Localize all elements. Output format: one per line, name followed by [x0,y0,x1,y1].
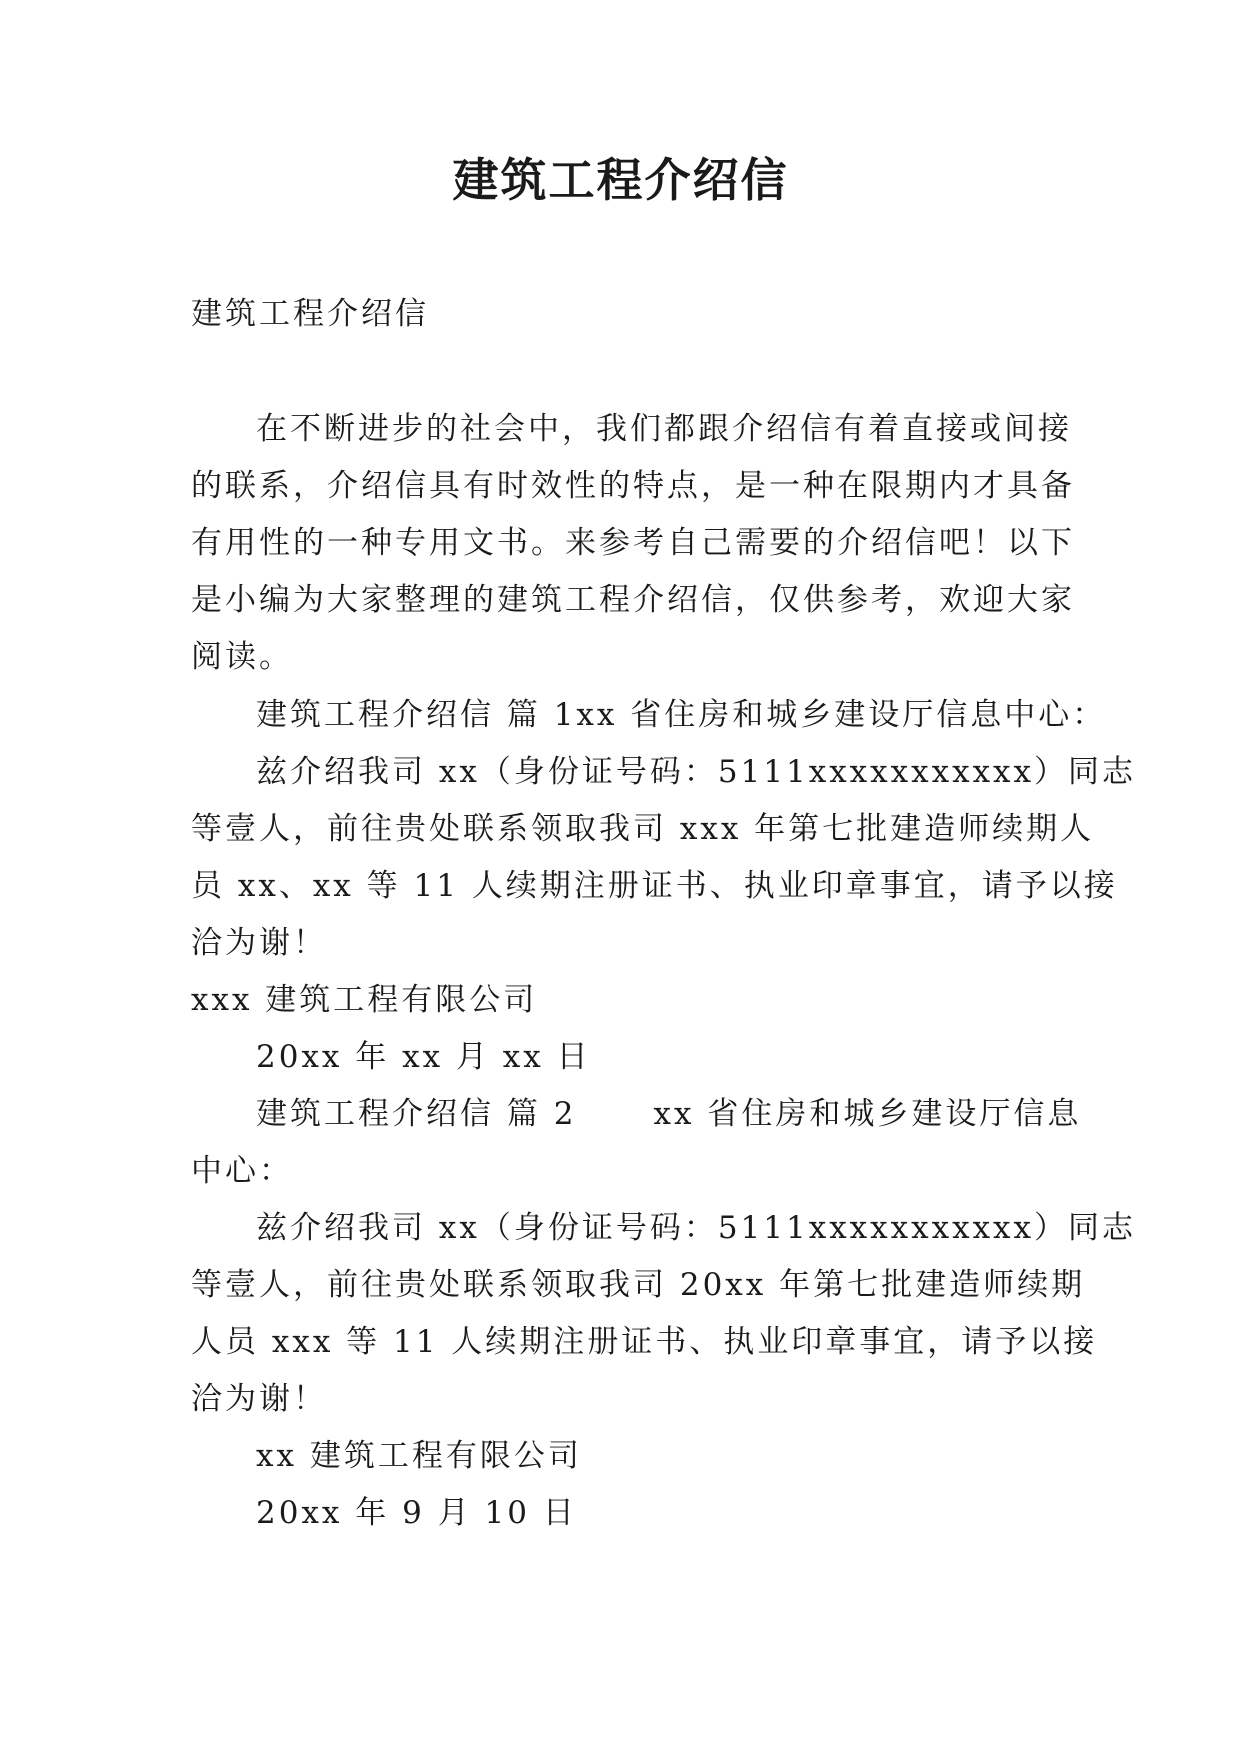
section-heading-1: 建筑工程介绍信 篇 1xx 省住房和城乡建设厅信息中心： [256,697,1107,733]
paragraph-line: 是小编为大家整理的建筑工程介绍信，仅供参考，欢迎大家 [191,582,1075,618]
section-heading-2: 建筑工程介绍信 篇 2 xx 省住房和城乡建设厅信息 [256,1096,1082,1132]
letter-1-line: 员 xx、xx 等 11 人续期注册证书、执业印章事宜，请予以接 [191,868,1118,904]
paragraph-line: 阅读。 [191,639,293,675]
letter-2-line: 兹介绍我司 xx（身份证号码：5111xxxxxxxxxxx）同志 [256,1210,1137,1246]
section-heading-2-cont: 中心： [191,1153,293,1189]
paragraph-line: 在不断进步的社会中，我们都跟介绍信有着直接或间接 [256,411,1072,447]
letter-2-line: 等壹人，前往贵处联系领取我司 20xx 年第七批建造师续期 [191,1267,1086,1303]
letter-1-line: 等壹人，前往贵处联系领取我司 xxx 年第七批建造师续期人 [191,811,1095,847]
letter-2-date: 20xx 年 9 月 10 日 [256,1495,577,1531]
letter-1-date: 20xx 年 xx 月 xx 日 [256,1039,591,1075]
paragraph-line: 有用性的一种专用文书。来参考自己需要的介绍信吧！以下 [191,525,1075,561]
letter-1-line: 洽为谢！ [191,925,327,961]
letter-2-line: 人员 xxx 等 11 人续期注册证书、执业印章事宜，请予以接 [191,1324,1098,1360]
document-title: 建筑工程介绍信 [452,153,789,207]
letter-1-company: xxx 建筑工程有限公司 [191,982,538,1018]
letter-2-line: 洽为谢！ [191,1381,327,1417]
letter-2-company: xx 建筑工程有限公司 [256,1438,582,1474]
letter-1-line: 兹介绍我司 xx（身份证号码：5111xxxxxxxxxxx）同志 [256,754,1137,790]
paragraph-line: 的联系，介绍信具有时效性的特点，是一种在限期内才具备 [191,468,1075,504]
subtitle-line: 建筑工程介绍信 [191,296,429,332]
